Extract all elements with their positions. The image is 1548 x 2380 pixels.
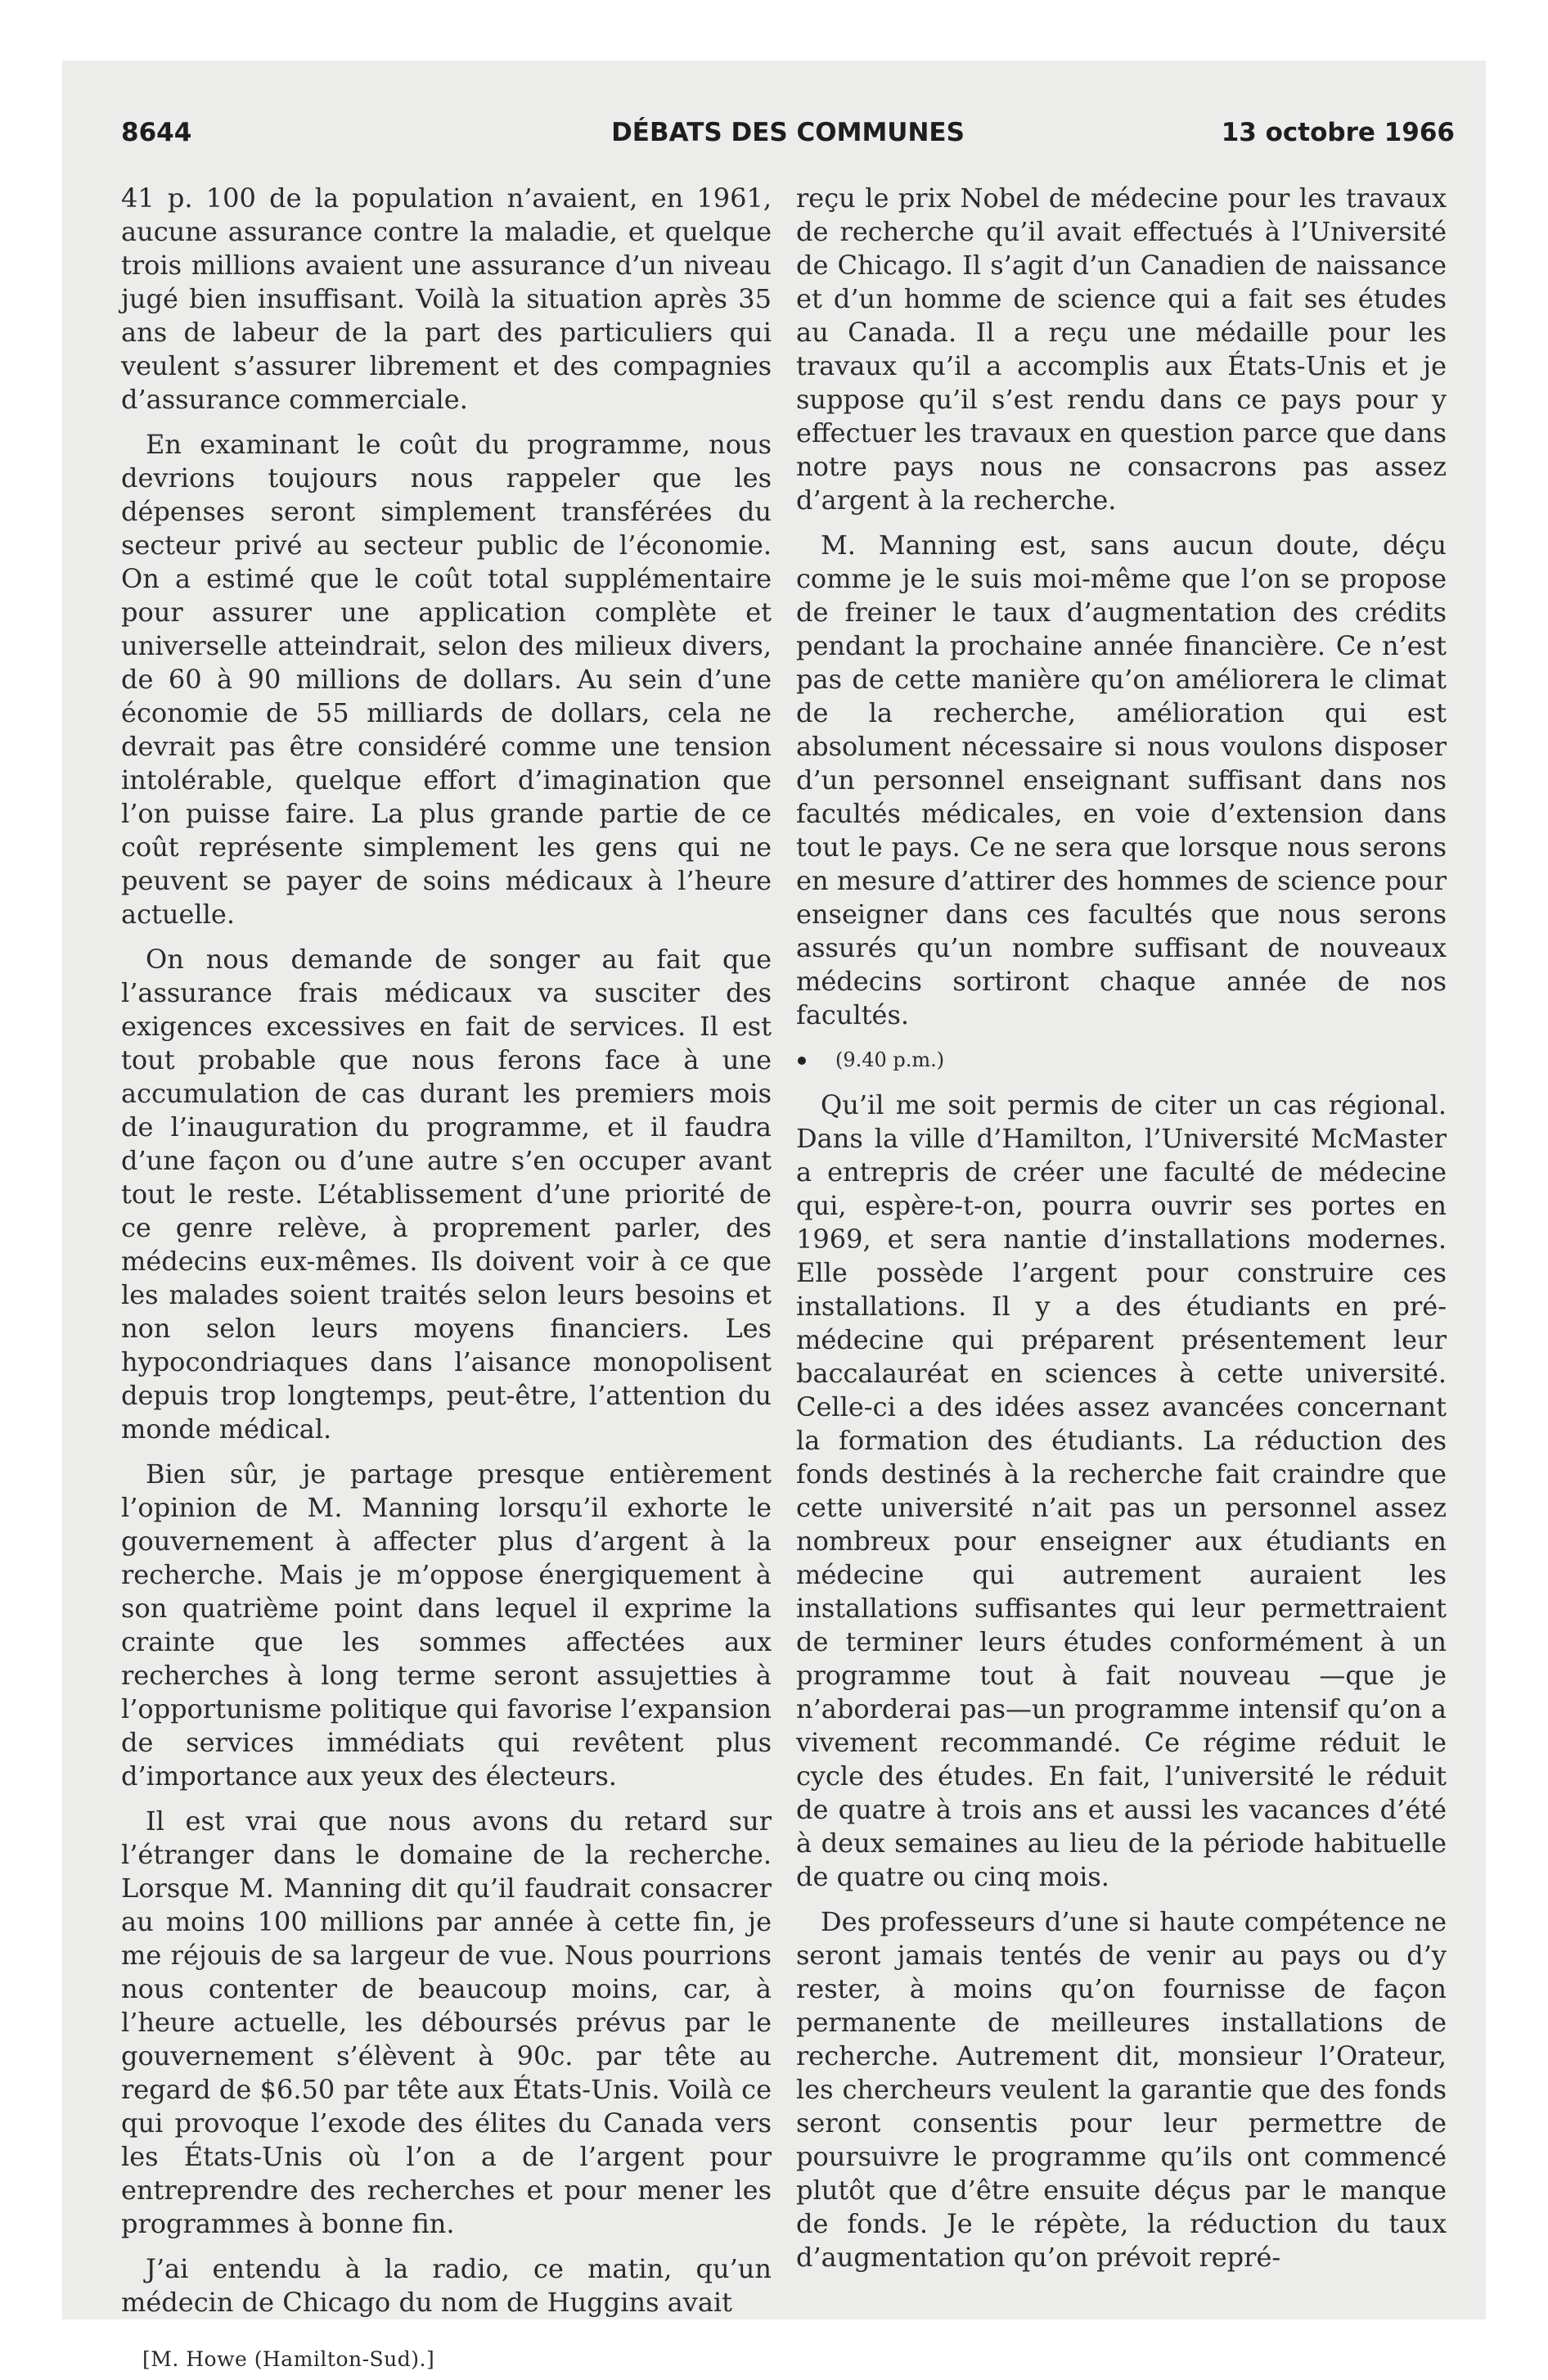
paragraph: En examinant le coût du programme, nous devrions toujours nous rappeler que les dépenses seront simplement transférées du secteur privé au secteur public de l’économie. On a estimé que le coût total supplémentaire pour assurer une application complète et universelle atteindrait, selon des milieux divers, de 60 à 90 millions de dollars. Au sein d’une économie de 55 milliards de dollars, cela ne devrait pas être considéré comme une tension intolérable, quelque effort d’imagination que l’on puisse faire. La plus grande partie de ce coût représente simplement les gens qui ne peuvent se payer de soins médicaux à l’heure actuelle. <box>121 429 772 930</box>
paragraph: M. Manning est, sans aucun doute, déçu comme je le suis moi-même que l’on se propose de freiner le taux d’augmentation des crédits pendant la prochaine année financière. Ce n’est pas de cette manière qu’on améliorera le climat de la recherche, amélioration qui est absolument nécessaire si nous voulons disposer d’un personnel enseignant suffisant dans nos facultés médicales, en voie d’extension dans tout le pays. Ce ne sera que lorsque nous serons en mesure d’attirer des hommes de science pour enseigner dans ces facultés que nous serons assurés qu’un nombre suffisant de nouveaux médecins sortiront chaque année de nos facultés. <box>796 530 1447 1030</box>
speaker-attribution: [M. Howe (Hamilton-Sud).] <box>142 2347 435 2371</box>
paragraph: reçu le prix Nobel de médecine pour les travaux de recherche qu’il avait effectués à l’Université de Chicago. Il s’agit d’un Canadien de naissance et d’un homme de science qui a fait ses études au Canada. Il a reçu une médaille pour les travaux qu’il a accomplis aux États-Unis et je suppose qu’il s’est rendu dans ce pays pour y effectuer les travaux en question parce que dans notre pays nous ne consacrons pas assez d’argent à la recherche. <box>796 183 1447 516</box>
paragraph: Des professeurs d’une si haute compétence ne seront jamais tentés de venir au pays ou d’y rester, à moins qu’on fournisse de façon permanente de meilleures installations de recherche. Autrement dit, monsieur l’Orateur, les chercheurs veulent la garantie que des fonds seront consentis pour leur permettre de poursuivre le programme qu’ils ont commencé plutôt que d’être ensuite déçus par le manque de fonds. Je le répète, la réduction du taux d’augmentation qu’on prévoit repré- <box>796 1906 1447 2273</box>
paragraph: On nous demande de songer au fait que l’assurance frais médicaux va susciter des exigences excessives en fait de services. Il est tout probable que nous ferons face à une accumulation de cas durant les premiers mois de l’inauguration du programme, et il faudra d’une façon ou d’une autre s’en occuper avant tout le reste. L’établissement d’une priorité de ce genre relève, à proprement parler, des médecins eux-mêmes. Ils doivent voir à ce que les malades soient traités selon leurs besoins et non selon leurs moyens financiers. Les hypocondriaques dans l’aisance monopolisent depuis trop longtemps, peut-être, l’attention du monde médical. <box>121 944 772 1445</box>
document-page <box>62 61 1486 2371</box>
left-column <box>121 182 772 2376</box>
publication-title: DÉBATS DES COMMUNES <box>611 118 965 147</box>
page-number: 8644 <box>121 118 192 147</box>
publication-date: 13 octobre 1966 <box>1221 118 1455 147</box>
time-stamp: (9.40 p.m.) <box>835 1048 945 1071</box>
paragraph: J’ai entendu à la radio, ce matin, qu’un médecin de Chicago du nom de Huggins avait <box>121 2253 772 2318</box>
time-marker <box>796 1044 1447 1077</box>
bullet-icon <box>798 1057 806 1065</box>
right-column <box>796 182 1447 2286</box>
paragraph: Bien sûr, je partage presque entièrement l’opinion de M. Manning lorsqu’il exhorte le gouvernement à affecter plus d’argent à la recherche. Mais je m’oppose énergiquement à son quatrième point dans lequel il exprime la crainte que les sommes affectées aux recherches à long terme seront assujetties à l’opportunisme politique qui favorise l’expansion de services immédiats qui revêtent plus d’importance aux yeux des électeurs. <box>121 1458 772 1792</box>
paragraph: Il est vrai que nous avons du retard sur l’étranger dans le domaine de la recherche. Lorsque M. Manning dit qu’il faudrait consacrer au moins 100 millions par année à cette fin, je me réjouis de sa largeur de vue. Nous pourrions nous contenter de beaucoup moins, car, à l’heure actuelle, les déboursés prévus par le gouvernement s’élèvent à 90c. par tête au regard de $6.50 par tête aux États-Unis. Voilà ce qui provoque l’exode des élites du Canada vers les États-Unis où l’on a de l’argent pour entreprendre des recherches et pour mener les programmes à bonne fin. <box>121 1805 772 2239</box>
paragraph: 41 p. 100 de la population n’avaient, en 1961, aucune assurance contre la maladie, et quelque trois millions avaient une assurance d’un niveau jugé bien insuffisant. Voilà la situation après 35 ans de labeur de la part des particuliers qui veulent s’assurer librement et des compagnies d’assurance commerciale. <box>121 183 772 415</box>
paragraph: Qu’il me soit permis de citer un cas régional. Dans la ville d’Hamilton, l’Université McMaster a entrepris de créer une faculté de médecine qui, espère-t-on, pourra ouvrir ses portes en 1969, et sera nantie d’installations modernes. Elle possède l’argent pour construire ces installations. Il y a des étudiants en pré-médecine qui préparent présentement leur baccalauréat en sciences à cette université. Celle-ci a des idées assez avancées concernant la formation des étudiants. La réduction des fonds destinés à la recherche fait craindre que cette université n’ait pas un personnel assez nombreux pour enseigner aux étudiants en médecine qui autrement auraient les installations suffisantes qui leur permettraient de terminer leurs études conformément à un programme tout à fait nouveau —que je n’aborderai pas—un programme intensif qu’on a vivement recommandé. Ce régime réduit le cycle des études. En fait, l’université le réduit de quatre à trois ans et aussi les vacances d’été à deux semaines au lieu de la période habituelle de quatre ou cinq mois. <box>796 1089 1447 1892</box>
page-header <box>121 118 1455 183</box>
